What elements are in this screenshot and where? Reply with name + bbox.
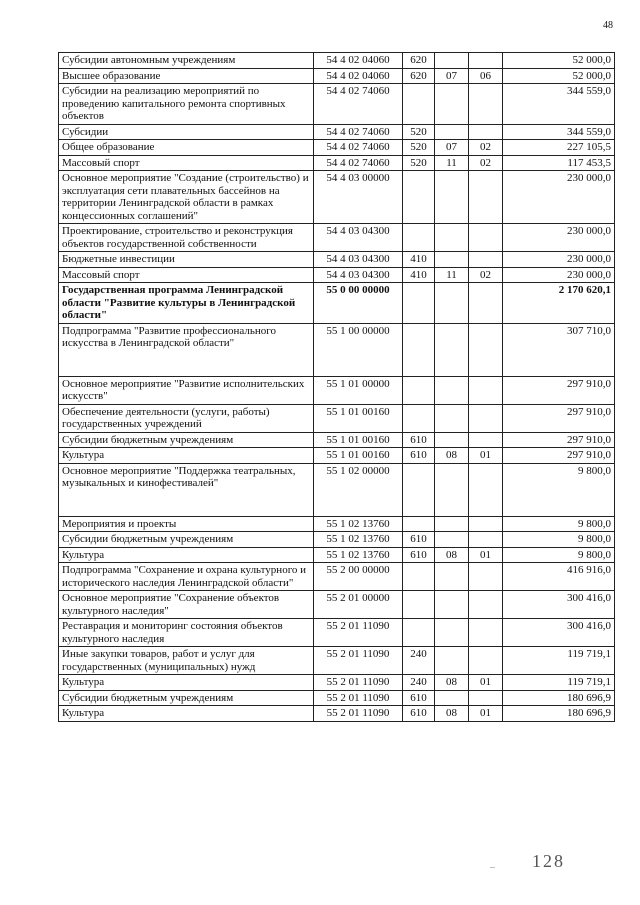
row-section-cell bbox=[435, 563, 469, 591]
row-expense-type-cell: 240 bbox=[403, 647, 435, 675]
row-amount-cell: 180 696,9 bbox=[503, 690, 615, 706]
row-subsection-cell bbox=[469, 84, 503, 125]
table-row bbox=[59, 376, 615, 404]
footer-mark: – bbox=[490, 862, 495, 873]
row-target-code-cell: 55 2 01 11090 bbox=[314, 647, 403, 675]
row-name-cell: Субсидии бюджетным учреждениям bbox=[59, 432, 314, 448]
row-subsection-cell bbox=[469, 591, 503, 619]
row-amount-cell: 297 910,0 bbox=[503, 448, 615, 464]
row-amount-cell: 230 000,0 bbox=[503, 171, 615, 224]
row-expense-type-cell: 610 bbox=[403, 690, 435, 706]
table-row bbox=[59, 68, 615, 84]
row-section-cell bbox=[435, 463, 469, 516]
row-section-cell bbox=[435, 323, 469, 376]
table-row bbox=[59, 252, 615, 268]
row-section-cell: 08 bbox=[435, 706, 469, 722]
row-name-cell: Основное мероприятие "Сохранение объектов культурного наследия" bbox=[59, 591, 314, 619]
row-section-cell: 08 bbox=[435, 675, 469, 691]
table-row bbox=[59, 647, 615, 675]
row-amount-cell: 297 910,0 bbox=[503, 404, 615, 432]
row-subsection-cell bbox=[469, 690, 503, 706]
row-subsection-cell bbox=[469, 432, 503, 448]
row-expense-type-cell bbox=[403, 619, 435, 647]
row-expense-type-cell: 410 bbox=[403, 267, 435, 283]
row-section-cell: 08 bbox=[435, 547, 469, 563]
table-row bbox=[59, 84, 615, 125]
row-section-cell bbox=[435, 619, 469, 647]
row-amount-cell: 230 000,0 bbox=[503, 267, 615, 283]
row-target-code-cell: 55 1 01 00000 bbox=[314, 376, 403, 404]
row-target-code-cell: 54 4 03 00000 bbox=[314, 171, 403, 224]
row-expense-type-cell bbox=[403, 376, 435, 404]
table-row bbox=[59, 532, 615, 548]
row-target-code-cell: 54 4 02 04060 bbox=[314, 53, 403, 69]
row-section-cell bbox=[435, 53, 469, 69]
row-target-code-cell: 55 1 02 13760 bbox=[314, 516, 403, 532]
row-name-cell: Проектирование, строительство и реконструкция объектов государственной собственности bbox=[59, 224, 314, 252]
row-section-cell bbox=[435, 591, 469, 619]
row-subsection-cell: 01 bbox=[469, 547, 503, 563]
footer-stamp: 128 bbox=[532, 851, 565, 871]
row-expense-type-cell bbox=[403, 516, 435, 532]
table-row bbox=[59, 140, 615, 156]
row-subsection-cell bbox=[469, 532, 503, 548]
row-target-code-cell: 55 0 00 00000 bbox=[314, 283, 403, 324]
row-section-cell bbox=[435, 516, 469, 532]
row-name-cell: Иные закупки товаров, работ и услуг для государственных (муниципальных) нужд bbox=[59, 647, 314, 675]
row-target-code-cell: 54 4 02 74060 bbox=[314, 124, 403, 140]
row-target-code-cell: 55 1 01 00160 bbox=[314, 448, 403, 464]
row-expense-type-cell: 520 bbox=[403, 124, 435, 140]
row-target-code-cell: 55 1 01 00160 bbox=[314, 404, 403, 432]
table-row bbox=[59, 432, 615, 448]
row-name-cell: Государственная программа Ленинградской области "Развитие культуры в Ленинградской области" bbox=[59, 283, 314, 324]
row-name-cell: Культура bbox=[59, 675, 314, 691]
row-name-cell: Субсидии bbox=[59, 124, 314, 140]
row-expense-type-cell bbox=[403, 323, 435, 376]
row-amount-cell: 180 696,9 bbox=[503, 706, 615, 722]
table-row bbox=[59, 53, 615, 69]
table-row bbox=[59, 563, 615, 591]
row-section-cell bbox=[435, 84, 469, 125]
table-row bbox=[59, 448, 615, 464]
row-target-code-cell: 55 2 01 00000 bbox=[314, 591, 403, 619]
row-subsection-cell bbox=[469, 252, 503, 268]
row-section-cell bbox=[435, 252, 469, 268]
row-amount-cell: 9 800,0 bbox=[503, 516, 615, 532]
row-name-cell: Основное мероприятие "Развитие исполнительских искусств" bbox=[59, 376, 314, 404]
row-subsection-cell bbox=[469, 619, 503, 647]
table-row bbox=[59, 706, 615, 722]
row-section-cell bbox=[435, 432, 469, 448]
row-target-code-cell: 55 1 02 13760 bbox=[314, 532, 403, 548]
row-name-cell: Подпрограмма "Развитие профессионального искусства в Ленинградской области" bbox=[59, 323, 314, 376]
row-section-cell bbox=[435, 376, 469, 404]
table-row bbox=[59, 463, 615, 516]
table-row bbox=[59, 690, 615, 706]
table-row bbox=[59, 171, 615, 224]
row-subsection-cell bbox=[469, 224, 503, 252]
row-amount-cell: 416 916,0 bbox=[503, 563, 615, 591]
row-section-cell: 07 bbox=[435, 140, 469, 156]
row-name-cell: Культура bbox=[59, 547, 314, 563]
row-section-cell bbox=[435, 124, 469, 140]
row-target-code-cell: 55 1 02 13760 bbox=[314, 547, 403, 563]
row-subsection-cell bbox=[469, 563, 503, 591]
row-name-cell: Бюджетные инвестиции bbox=[59, 252, 314, 268]
row-target-code-cell: 55 2 01 11090 bbox=[314, 619, 403, 647]
row-target-code-cell: 54 4 02 74060 bbox=[314, 84, 403, 125]
row-target-code-cell: 55 2 01 11090 bbox=[314, 690, 403, 706]
row-amount-cell: 300 416,0 bbox=[503, 619, 615, 647]
row-expense-type-cell: 610 bbox=[403, 547, 435, 563]
row-subsection-cell: 01 bbox=[469, 706, 503, 722]
row-amount-cell: 9 800,0 bbox=[503, 547, 615, 563]
row-expense-type-cell: 520 bbox=[403, 140, 435, 156]
row-subsection-cell bbox=[469, 323, 503, 376]
row-section-cell: 08 bbox=[435, 448, 469, 464]
row-amount-cell: 297 910,0 bbox=[503, 432, 615, 448]
row-subsection-cell bbox=[469, 283, 503, 324]
row-subsection-cell: 06 bbox=[469, 68, 503, 84]
row-section-cell bbox=[435, 404, 469, 432]
row-name-cell: Субсидии на реализацию мероприятий по проведению капитального ремонта спортивных объектов bbox=[59, 84, 314, 125]
row-name-cell: Обеспечение деятельности (услуги, работы) государственных учреждений bbox=[59, 404, 314, 432]
row-name-cell: Мероприятия и проекты bbox=[59, 516, 314, 532]
row-subsection-cell bbox=[469, 516, 503, 532]
row-section-cell bbox=[435, 224, 469, 252]
row-subsection-cell bbox=[469, 463, 503, 516]
row-target-code-cell: 54 4 03 04300 bbox=[314, 267, 403, 283]
row-expense-type-cell bbox=[403, 404, 435, 432]
table-row bbox=[59, 547, 615, 563]
row-subsection-cell bbox=[469, 53, 503, 69]
row-subsection-cell: 02 bbox=[469, 267, 503, 283]
budget-table-body bbox=[59, 53, 615, 722]
row-amount-cell: 119 719,1 bbox=[503, 647, 615, 675]
row-name-cell: Реставрация и мониторинг состояния объектов культурного наследия bbox=[59, 619, 314, 647]
row-amount-cell: 230 000,0 bbox=[503, 224, 615, 252]
row-target-code-cell: 55 1 01 00160 bbox=[314, 432, 403, 448]
row-expense-type-cell bbox=[403, 224, 435, 252]
row-target-code-cell: 54 4 03 04300 bbox=[314, 224, 403, 252]
row-name-cell: Массовый спорт bbox=[59, 267, 314, 283]
table-row bbox=[59, 124, 615, 140]
row-expense-type-cell: 410 bbox=[403, 252, 435, 268]
row-name-cell: Субсидии бюджетным учреждениям bbox=[59, 690, 314, 706]
row-amount-cell: 297 910,0 bbox=[503, 376, 615, 404]
row-name-cell: Подпрограмма "Сохранение и охрана культурного и исторического наследия Ленинградской области" bbox=[59, 563, 314, 591]
row-expense-type-cell bbox=[403, 84, 435, 125]
row-target-code-cell: 55 1 02 00000 bbox=[314, 463, 403, 516]
table-row bbox=[59, 675, 615, 691]
row-expense-type-cell: 620 bbox=[403, 53, 435, 69]
row-expense-type-cell bbox=[403, 591, 435, 619]
row-section-cell: 11 bbox=[435, 267, 469, 283]
row-subsection-cell bbox=[469, 647, 503, 675]
row-name-cell: Субсидии бюджетным учреждениям bbox=[59, 532, 314, 548]
row-expense-type-cell: 610 bbox=[403, 432, 435, 448]
row-target-code-cell: 54 4 02 74060 bbox=[314, 155, 403, 171]
table-row bbox=[59, 283, 615, 324]
row-expense-type-cell bbox=[403, 563, 435, 591]
row-expense-type-cell: 610 bbox=[403, 706, 435, 722]
table-row bbox=[59, 155, 615, 171]
table-row bbox=[59, 591, 615, 619]
row-amount-cell: 344 559,0 bbox=[503, 84, 615, 125]
row-target-code-cell: 55 2 00 00000 bbox=[314, 563, 403, 591]
table-row bbox=[59, 516, 615, 532]
row-expense-type-cell: 240 bbox=[403, 675, 435, 691]
row-expense-type-cell bbox=[403, 171, 435, 224]
row-name-cell: Высшее образование bbox=[59, 68, 314, 84]
row-expense-type-cell: 610 bbox=[403, 532, 435, 548]
table-row bbox=[59, 224, 615, 252]
row-subsection-cell: 01 bbox=[469, 448, 503, 464]
row-section-cell: 11 bbox=[435, 155, 469, 171]
row-section-cell bbox=[435, 690, 469, 706]
row-expense-type-cell: 610 bbox=[403, 448, 435, 464]
row-expense-type-cell: 620 bbox=[403, 68, 435, 84]
row-amount-cell: 119 719,1 bbox=[503, 675, 615, 691]
row-target-code-cell: 54 4 03 04300 bbox=[314, 252, 403, 268]
row-name-cell: Культура bbox=[59, 448, 314, 464]
row-amount-cell: 2 170 620,1 bbox=[503, 283, 615, 324]
row-section-cell bbox=[435, 171, 469, 224]
row-section-cell bbox=[435, 283, 469, 324]
row-target-code-cell: 54 4 02 74060 bbox=[314, 140, 403, 156]
row-target-code-cell: 55 2 01 11090 bbox=[314, 706, 403, 722]
row-section-cell: 07 bbox=[435, 68, 469, 84]
row-subsection-cell: 02 bbox=[469, 155, 503, 171]
table-row bbox=[59, 323, 615, 376]
row-section-cell bbox=[435, 532, 469, 548]
row-amount-cell: 117 453,5 bbox=[503, 155, 615, 171]
table-row bbox=[59, 404, 615, 432]
row-expense-type-cell: 520 bbox=[403, 155, 435, 171]
table-row bbox=[59, 267, 615, 283]
row-target-code-cell: 55 2 01 11090 bbox=[314, 675, 403, 691]
row-amount-cell: 300 416,0 bbox=[503, 591, 615, 619]
row-amount-cell: 307 710,0 bbox=[503, 323, 615, 376]
row-amount-cell: 9 800,0 bbox=[503, 532, 615, 548]
row-subsection-cell: 01 bbox=[469, 675, 503, 691]
row-subsection-cell bbox=[469, 171, 503, 224]
row-target-code-cell: 54 4 02 04060 bbox=[314, 68, 403, 84]
row-amount-cell: 344 559,0 bbox=[503, 124, 615, 140]
row-name-cell: Основное мероприятие "Создание (строительство) и эксплуатация сети плавательных бассейнов на территории Ленинградской области в рамках концессионных соглашений" bbox=[59, 171, 314, 224]
row-expense-type-cell bbox=[403, 463, 435, 516]
page-number: 48 bbox=[603, 20, 613, 31]
row-name-cell: Основное мероприятие "Поддержка театральных, музыкальных и кинофестивалей" bbox=[59, 463, 314, 516]
row-name-cell: Субсидии автономным учреждениям bbox=[59, 53, 314, 69]
row-amount-cell: 227 105,5 bbox=[503, 140, 615, 156]
row-subsection-cell bbox=[469, 404, 503, 432]
row-amount-cell: 9 800,0 bbox=[503, 463, 615, 516]
row-name-cell: Культура bbox=[59, 706, 314, 722]
row-section-cell bbox=[435, 647, 469, 675]
row-name-cell: Общее образование bbox=[59, 140, 314, 156]
row-expense-type-cell bbox=[403, 283, 435, 324]
row-amount-cell: 230 000,0 bbox=[503, 252, 615, 268]
budget-table bbox=[58, 52, 615, 722]
row-target-code-cell: 55 1 00 00000 bbox=[314, 323, 403, 376]
row-amount-cell: 52 000,0 bbox=[503, 53, 615, 69]
row-subsection-cell: 02 bbox=[469, 140, 503, 156]
row-name-cell: Массовый спорт bbox=[59, 155, 314, 171]
row-subsection-cell bbox=[469, 376, 503, 404]
row-amount-cell: 52 000,0 bbox=[503, 68, 615, 84]
table-row bbox=[59, 619, 615, 647]
row-subsection-cell bbox=[469, 124, 503, 140]
